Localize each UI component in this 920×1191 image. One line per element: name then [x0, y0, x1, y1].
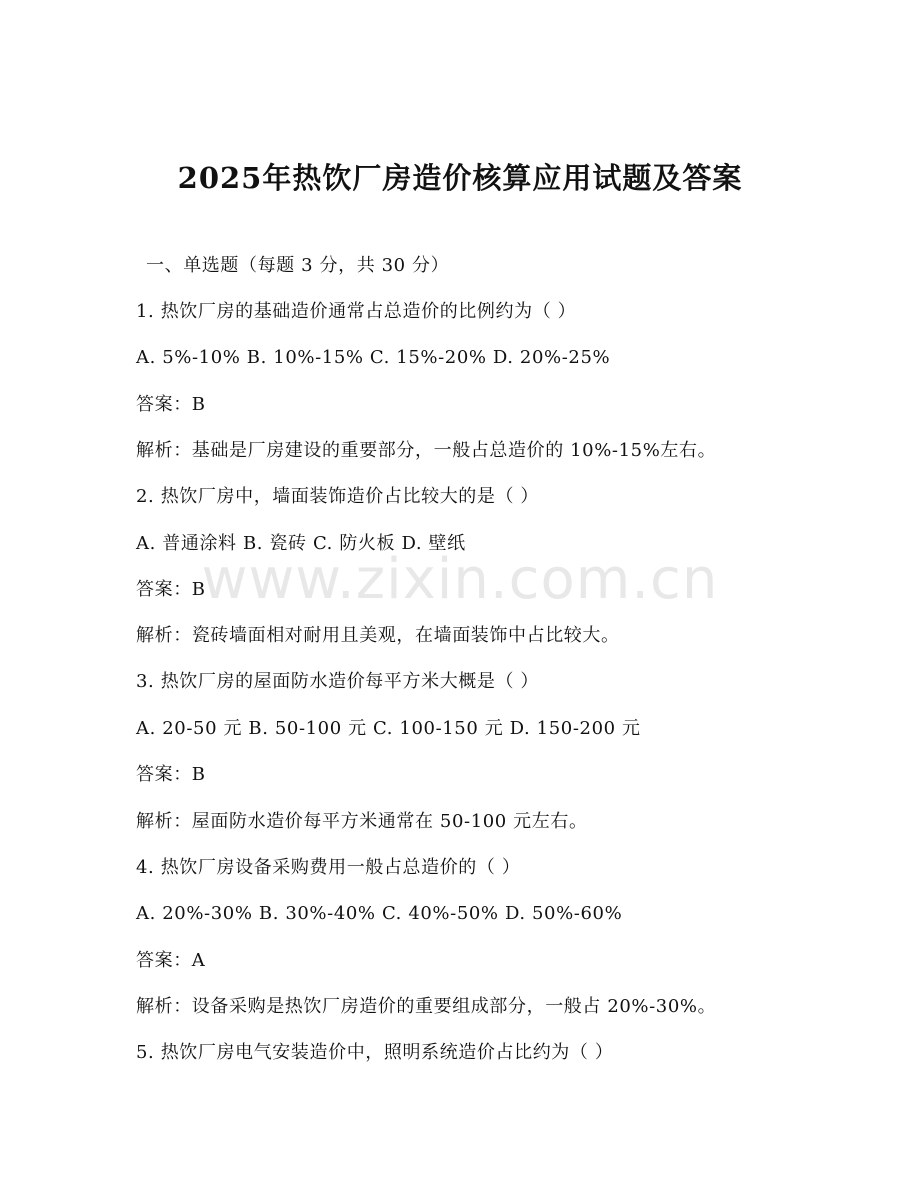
question-3-answer: 答案：B — [136, 764, 206, 785]
question-3-stem: 3. 热饮厂房的屋面防水造价每平方米大概是（ ） — [136, 671, 540, 692]
document-title: 2025年热饮厂房造价核算应用试题及答案 — [177, 161, 743, 195]
question-1-analysis: 解析：基础是厂房建设的重要部分，一般占总造价的 10%-15%左右。 — [136, 440, 717, 461]
question-3-analysis: 解析：屋面防水造价每平方米通常在 50-100 元左右。 — [136, 811, 588, 832]
question-1-stem: 1. 热饮厂房的基础造价通常占总造价的比例约为（ ） — [136, 301, 577, 322]
question-1-options: A. 5%-10% B. 10%-15% C. 15%-20% D. 20%-25% — [136, 347, 611, 368]
question-1-answer: 答案：B — [136, 394, 206, 415]
question-4-stem: 4. 热饮厂房设备采购费用一般占总造价的（ ） — [136, 857, 521, 878]
question-5-stem: 5. 热饮厂房电气安装造价中，照明系统造价占比约为（ ） — [136, 1042, 614, 1063]
question-2-analysis: 解析：瓷砖墙面相对耐用且美观，在墙面装饰中占比较大。 — [136, 625, 620, 646]
question-2-options: A. 普通涂料 B. 瓷砖 C. 防火板 D. 壁纸 — [136, 533, 466, 554]
watermark: www.zixin.com.cn — [201, 547, 719, 612]
question-4-analysis: 解析：设备采购是热饮厂房造价的重要组成部分，一般占 20%-30%。 — [136, 996, 717, 1017]
question-2-answer: 答案：B — [136, 579, 206, 600]
question-3-options: A. 20-50 元 B. 50-100 元 C. 100-150 元 D. 150-200 元 — [136, 718, 641, 739]
question-4-answer: 答案：A — [136, 950, 206, 971]
question-2-stem: 2. 热饮厂房中，墙面装饰造价占比较大的是（ ） — [136, 486, 540, 507]
question-4-options: A. 20%-30% B. 30%-40% C. 40%-50% D. 50%-60% — [136, 903, 623, 924]
section-heading: 一、单选题（每题 3 分，共 30 分） — [146, 255, 450, 276]
